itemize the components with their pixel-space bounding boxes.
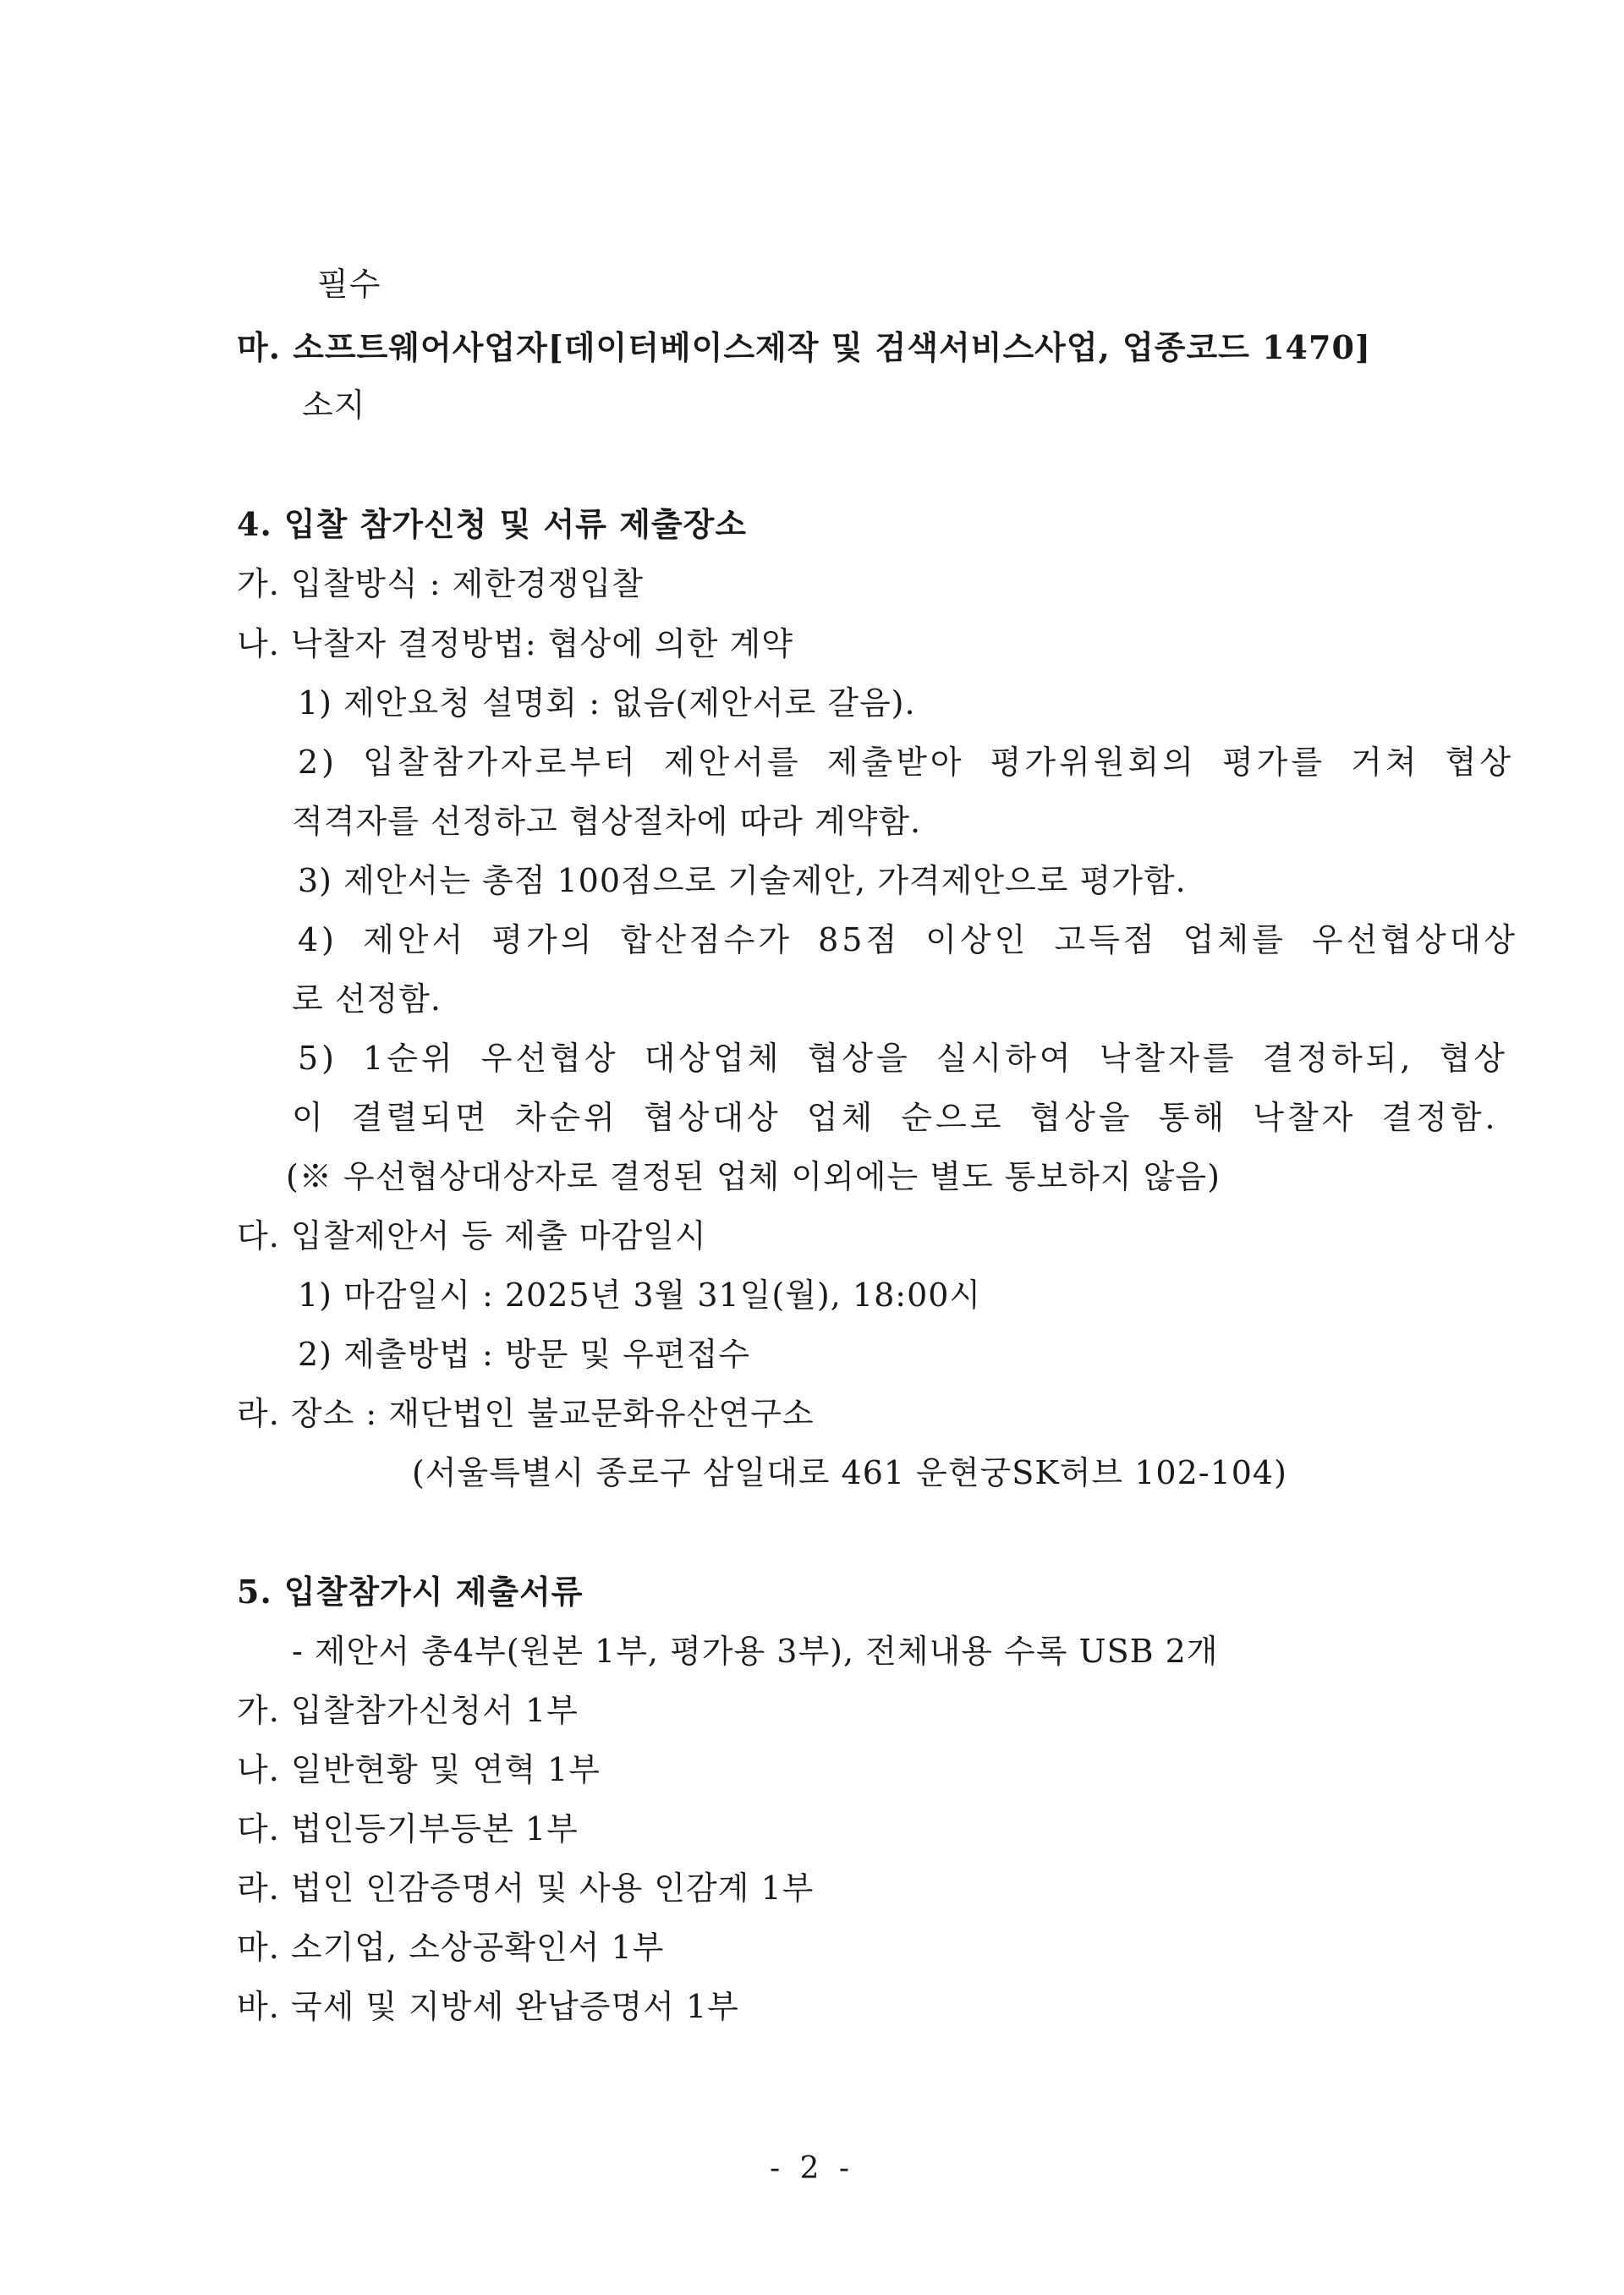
- doc-item-ma: 마. 소기업, 소상공확인서 1부: [237, 1929, 665, 1966]
- text-line-possession: 소지: [302, 387, 366, 424]
- subitem-5-continued: 이 결렬되면 차순위 협상대상 업체 순으로 협상을 통해 낙찰자 결정함.: [292, 1099, 1499, 1136]
- subitem-2-evaluation: 2) 입찰참가자로부터 제안서를 제출받아 평가위원회의 평가를 거쳐 협상: [298, 744, 1515, 781]
- item-na-award-method: 나. 낙찰자 결정방법: 협상에 의한 계약: [237, 625, 793, 662]
- subitem-2-continued: 적격자를 선정하고 협상절차에 따라 계약함.: [292, 803, 922, 840]
- subitem-1-deadline-date: 1) 마감일시 : 2025년 3월 31일(월), 18:00시: [298, 1277, 982, 1314]
- doc-item-da: 다. 법인등기부등본 1부: [237, 1810, 579, 1848]
- text-line-must: 필수: [317, 266, 381, 303]
- doc-item-ra: 라. 법인 인감증명서 및 사용 인감계 1부: [237, 1869, 815, 1907]
- doc-item-ga: 가. 입찰참가신청서 1부: [237, 1692, 579, 1729]
- page-number: - 2 -: [769, 2151, 855, 2186]
- doc-item-na: 나. 일반현황 및 연혁 1부: [237, 1751, 601, 1788]
- item-ga-bid-method: 가. 입찰방식 : 제한경쟁입찰: [237, 565, 644, 602]
- item-da-deadline: 다. 입찰제안서 등 제출 마감일시: [237, 1217, 707, 1255]
- section-item-ma-software: 마. 소프트웨어사업자[데이터베이스제작 및 검색서비스사업, 업종코드 1470]: [237, 328, 1371, 366]
- section-heading-4: 4. 입찰 참가신청 및 서류 제출장소: [237, 505, 748, 543]
- subitem-4-continued: 로 선정함.: [292, 980, 442, 1018]
- subitem-3-scoring: 3) 제안서는 총점 100점으로 기술제안, 가격제안으로 평가함.: [298, 862, 1187, 899]
- note-priority-notice: (※ 우선협상대상자로 결정된 업체 이외에는 별도 통보하지 않음): [286, 1158, 1221, 1195]
- proposal-copies-note: - 제안서 총4부(원본 1부, 평가용 3부), 전체내용 수록 USB 2개: [292, 1633, 1219, 1670]
- subitem-2-submission-method: 2) 제출방법 : 방문 및 우편접수: [298, 1336, 750, 1373]
- address-line: (서울특별시 종로구 삼일대로 461 운현궁SK허브 102-104): [412, 1454, 1287, 1491]
- subitem-1-briefing: 1) 제안요청 설명회 : 없음(제안서로 갈음).: [298, 684, 916, 722]
- item-ra-location: 라. 장소 : 재단법인 불교문화유산연구소: [237, 1395, 815, 1432]
- section-heading-5: 5. 입찰참가시 제출서류: [237, 1573, 584, 1611]
- subitem-4-threshold: 4) 제안서 평가의 합산점수가 85점 이상인 고득점 업체를 우선협상대상: [298, 921, 1519, 958]
- subitem-5-negotiation: 5) 1순위 우선협상 대상업체 협상을 실시하여 낙찰자를 결정하되, 협상: [298, 1040, 1509, 1077]
- doc-item-ba: 바. 국세 및 지방세 완납증명서 1부: [237, 1988, 739, 2025]
